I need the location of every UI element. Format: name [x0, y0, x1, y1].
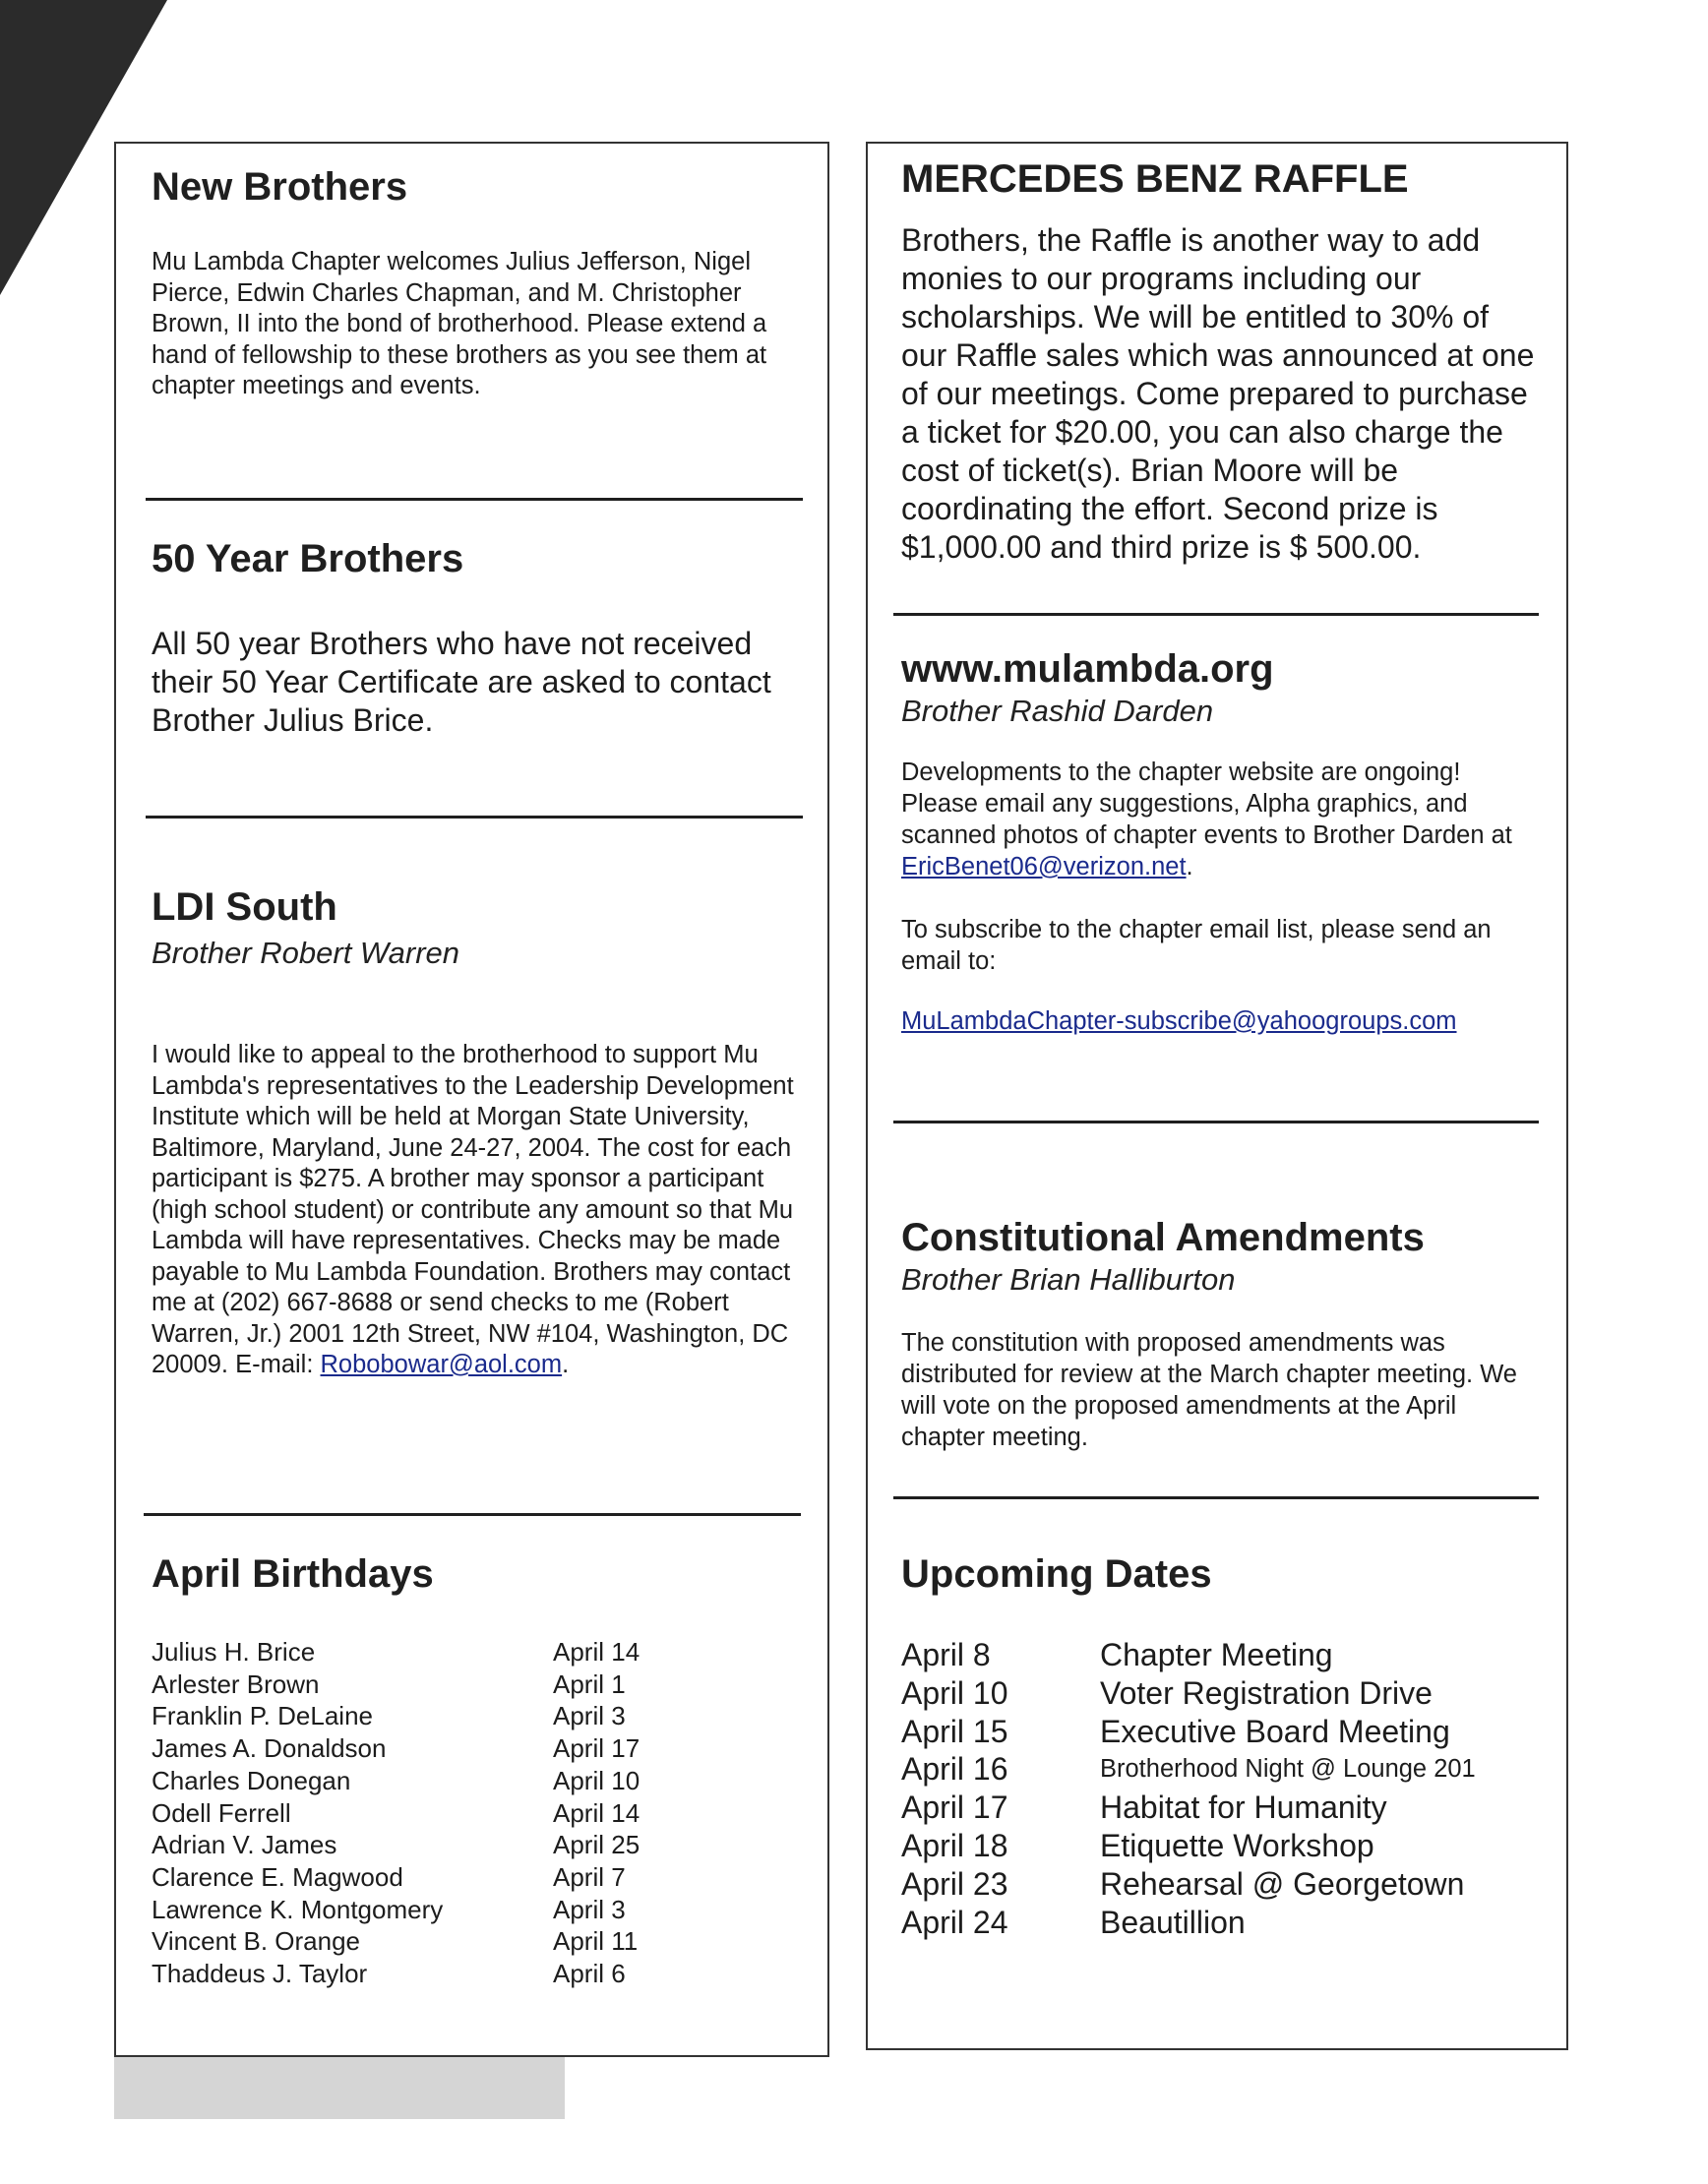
raffle-body: Brothers, the Raffle is another way to add monies to our programs including our scholarships. We will be entitled to 30% of our Raffle sales which was announced at one of our meetings. Come prepared to purchase a ticket for $20.00, you can also charge the cost of ticket(s). Brian Moore will be coordinating the effort. Second prize is $1,000.00 and third prize is $ 500.00. [901, 222, 1535, 565]
new-brothers-title: New Brothers [152, 165, 408, 209]
upcoming-row [901, 1865, 1541, 1904]
upcoming-date: April 15 [901, 1713, 1008, 1749]
upcoming-section [901, 1552, 1541, 1941]
divider [893, 613, 1539, 616]
birthday-name: James A. Donaldson [152, 1733, 387, 1764]
divider [893, 1496, 1539, 1499]
birthday-date: April 25 [553, 1830, 640, 1860]
birthday-date: April 7 [553, 1861, 626, 1892]
birthday-row [152, 1861, 798, 1894]
website-body [901, 757, 1541, 882]
website-text: Developments to the chapter website are ongoing! Please email any suggestions, Alpha graphics, and scanned photos of chapter events to Brother Darden at [901, 758, 1512, 849]
upcoming-event: Beautillion [1100, 1904, 1246, 1940]
birthday-name: Clarence E. Magwood [152, 1861, 403, 1892]
website-author: Brother Rashid Darden [901, 694, 1214, 728]
birthday-name: Lawrence K. Montgomery [152, 1894, 444, 1924]
upcoming-title: Upcoming Dates [901, 1552, 1212, 1596]
ldi-south-author: Brother Robert Warren [152, 936, 459, 970]
upcoming-date: April 18 [901, 1827, 1008, 1863]
upcoming-event: Voter Registration Drive [1100, 1674, 1433, 1711]
birthday-name: Charles Donegan [152, 1765, 351, 1795]
upcoming-row [901, 1674, 1541, 1713]
upcoming-event: Etiquette Workshop [1100, 1827, 1374, 1863]
upcoming-row [901, 1827, 1541, 1865]
birthdays-section [152, 1552, 798, 1990]
website-end: . [1186, 853, 1193, 880]
birthday-date: April 3 [553, 1701, 626, 1731]
divider [146, 816, 803, 819]
birthday-name: Adrian V. James [152, 1830, 337, 1860]
upcoming-row [901, 1750, 1541, 1789]
ldi-south-section [152, 885, 798, 1381]
upcoming-date: April 24 [901, 1904, 1008, 1940]
ldi-south-end: . [562, 1351, 570, 1378]
birthday-date: April 1 [553, 1668, 626, 1699]
ldi-south-text: I would like to appeal to the brotherhood to support Mu Lambda's representatives to the Leadership Development Institute which will be held at Morgan State University, Baltimore, Maryland, June 24-27, 2004. The cost for each participant is $275. A brother may sponsor a participant (high school student) or contribute any amount so that Mu Lambda will have representatives. Checks may be made payable to Mu Lambda Foundation. Brothers may contact me at (202) 667-8688 or send checks to me (Robert Warren, Jr.) 2001 12th Street, NW #104, Washington, DC 20009. E-mail: [152, 1041, 794, 1378]
upcoming-date: April 8 [901, 1637, 991, 1672]
birthday-date: April 17 [553, 1733, 640, 1764]
birthday-name: Odell Ferrell [152, 1797, 291, 1828]
upcoming-event: Brotherhood Night @ Lounge 201 [1100, 1755, 1476, 1784]
birthday-date: April 6 [553, 1959, 626, 1989]
birthday-row [152, 1732, 798, 1765]
birthday-list [152, 1636, 798, 1990]
darden-email-link[interactable]: EricBenet06@verizon.net [901, 853, 1187, 880]
birthday-name: Thaddeus J. Taylor [152, 1959, 368, 1989]
raffle-section [901, 157, 1541, 567]
upcoming-date: April 16 [901, 1751, 1008, 1788]
birthday-date: April 14 [553, 1797, 640, 1828]
amendments-section [901, 1216, 1541, 1453]
birthday-date: April 14 [553, 1637, 640, 1667]
birthdays-title: April Birthdays [152, 1552, 434, 1596]
birthday-date: April 10 [553, 1765, 640, 1795]
birthday-row [152, 1765, 798, 1797]
upcoming-row [901, 1636, 1541, 1674]
fifty-year-body: All 50 year Brothers who have not received their 50 Year Certificate are asked to contact Brother Julius Brice. [152, 626, 771, 738]
birthday-date: April 11 [553, 1926, 639, 1957]
birthday-name: Julius H. Brice [152, 1637, 316, 1667]
amendments-body: The constitution with proposed amendments was distributed for review at the March chapter meeting. We will vote on the proposed amendments at the April chapter meeting. [901, 1329, 1517, 1451]
subscribe-text: To subscribe to the chapter email list, please send an email to: [901, 916, 1492, 975]
birthday-row [152, 1668, 798, 1701]
left-column [114, 142, 829, 2057]
birthday-name: Arlester Brown [152, 1668, 320, 1699]
birthday-row [152, 1700, 798, 1732]
upcoming-row [901, 1789, 1541, 1827]
upcoming-date: April 17 [901, 1790, 1008, 1826]
birthday-name: Franklin P. DeLaine [152, 1701, 373, 1731]
scan-artifact-bar [114, 2054, 565, 2119]
fifty-year-section [152, 537, 798, 740]
birthday-row [152, 1829, 798, 1861]
upcoming-row [901, 1713, 1541, 1751]
upcoming-row [901, 1904, 1541, 1942]
upcoming-event: Executive Board Meeting [1100, 1713, 1450, 1749]
upcoming-event: Rehearsal @ Georgetown [1100, 1865, 1465, 1902]
birthday-name: Vincent B. Orange [152, 1926, 360, 1957]
upcoming-event: Habitat for Humanity [1100, 1790, 1387, 1826]
ldi-south-body [152, 1040, 798, 1381]
right-column [866, 142, 1568, 2050]
upcoming-event: Chapter Meeting [1100, 1637, 1333, 1672]
birthday-row [152, 1958, 798, 1990]
birthday-row [152, 1797, 798, 1830]
divider [144, 1513, 801, 1516]
ldi-email-link[interactable]: Robobowar@aol.com [320, 1351, 563, 1378]
ldi-south-title: LDI South [152, 885, 337, 929]
new-brothers-section [152, 165, 798, 402]
fifty-year-title: 50 Year Brothers [152, 537, 464, 580]
birthday-row [152, 1636, 798, 1668]
birthday-date: April 3 [553, 1894, 626, 1924]
new-brothers-body: Mu Lambda Chapter welcomes Julius Jefferson, Nigel Pierce, Edwin Charles Chapman, and M. Christopher Brown, II into the bond of brotherhood. Please extend a hand of fellowship to these brothers as you see them at chapter meetings and events. [152, 248, 767, 399]
raffle-title: MERCEDES BENZ RAFFLE [901, 157, 1409, 201]
subscribe-email-link[interactable]: MuLambdaChapter-subscribe@yahoogroups.com [901, 1007, 1457, 1035]
divider [893, 1121, 1539, 1123]
upcoming-date: April 10 [901, 1674, 1008, 1711]
upcoming-list [901, 1636, 1541, 1941]
amendments-author: Brother Brian Halliburton [901, 1262, 1236, 1297]
website-title: www.mulambda.org [901, 647, 1274, 691]
website-section [901, 647, 1541, 1038]
birthday-row [152, 1925, 798, 1958]
amendments-title: Constitutional Amendments [901, 1216, 1425, 1259]
upcoming-date: April 23 [901, 1865, 1008, 1902]
divider [146, 498, 803, 501]
birthday-row [152, 1894, 798, 1926]
